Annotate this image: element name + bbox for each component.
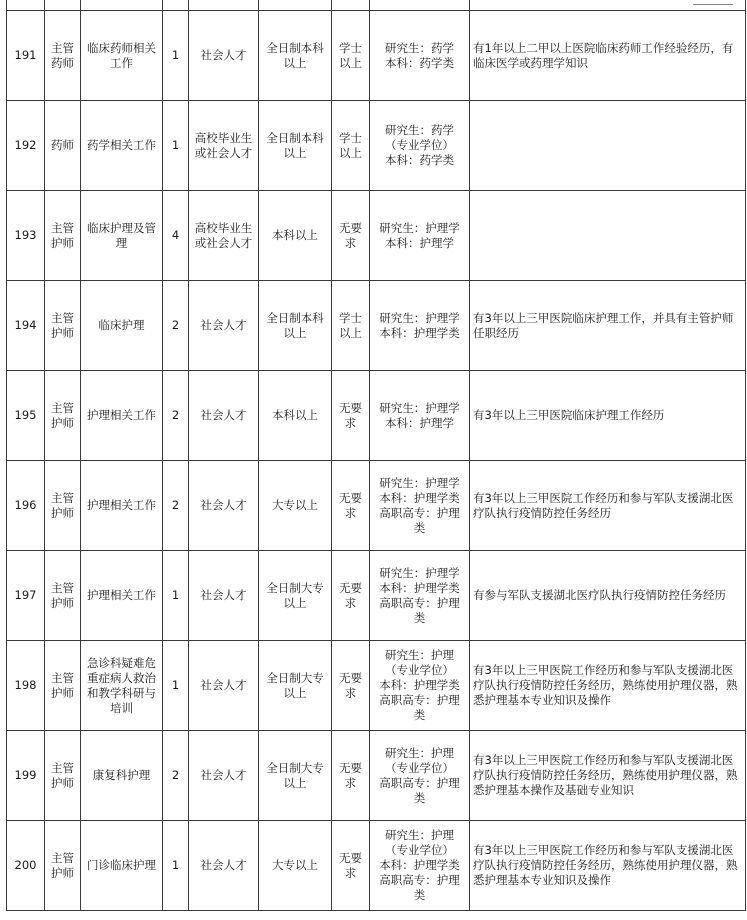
degree-line: 求 bbox=[344, 685, 357, 700]
position-line: 护师 bbox=[51, 505, 74, 520]
job-duty-line: 临床药师相关 bbox=[87, 40, 156, 55]
major-cell bbox=[370, 461, 470, 551]
table-row bbox=[7, 551, 746, 641]
major-line: 高职高专：护理 bbox=[379, 595, 460, 610]
job-duty-cell bbox=[81, 731, 163, 821]
candidate-source-cell bbox=[189, 461, 259, 551]
position-line: 护师 bbox=[51, 865, 74, 880]
job-duty-line: 急诊科疑难危 bbox=[87, 655, 156, 670]
position-cell bbox=[45, 371, 81, 461]
major-cell bbox=[370, 191, 470, 281]
candidate-source-cell bbox=[189, 11, 259, 101]
education-cell bbox=[259, 551, 332, 641]
degree-line: 无要 bbox=[339, 850, 362, 865]
education-cell bbox=[259, 461, 332, 551]
job-duty-line: 临床护理 bbox=[98, 318, 145, 332]
headcount-text: 1 bbox=[171, 588, 180, 602]
position-cell bbox=[45, 821, 81, 911]
row-number-text: 192 bbox=[14, 138, 37, 152]
major-line: （专业学位） bbox=[385, 760, 454, 775]
requirements-cell bbox=[470, 101, 746, 191]
requirements-text: 有3年以上三甲医院工作经历和参与军队支援湖北医疗队执行疫情防控任务经历 bbox=[473, 490, 734, 520]
major-line: 高职高专：护理 bbox=[379, 505, 460, 520]
major-line: 研究生：护理学 bbox=[379, 220, 460, 235]
requirements-cell bbox=[470, 731, 746, 821]
major-line: 本科：护理学类 bbox=[379, 580, 460, 595]
education-line: 以上 bbox=[283, 685, 307, 700]
job-duty-cell bbox=[81, 551, 163, 641]
education-cell bbox=[259, 371, 332, 461]
education-cell bbox=[259, 11, 332, 101]
education-line: 全日制本科 bbox=[266, 130, 324, 145]
major-line: 本科：护理学类 bbox=[379, 325, 460, 340]
headcount-cell bbox=[163, 821, 189, 911]
education-line: 全日制本科 bbox=[266, 310, 324, 325]
major-line: 高职高专：护理 bbox=[379, 693, 460, 707]
degree-line: 以上 bbox=[339, 145, 362, 160]
candidate-source-cell bbox=[189, 371, 259, 461]
headcount-text: 1 bbox=[171, 138, 180, 152]
education-line: 以上 bbox=[283, 145, 307, 160]
job-duty-cell bbox=[81, 281, 163, 371]
major-line: 研究生：药学 bbox=[385, 123, 454, 137]
major-line: 本科：护理学 bbox=[385, 415, 454, 430]
major-line: （专业学位） bbox=[385, 138, 454, 152]
requirements-cell bbox=[470, 641, 746, 731]
position-line: 药师 bbox=[51, 55, 74, 70]
position-line: 护师 bbox=[51, 415, 74, 430]
candidate-source-cell bbox=[189, 731, 259, 821]
job-duty-cell bbox=[81, 821, 163, 911]
position-cell bbox=[45, 191, 81, 281]
degree-line: 学士 bbox=[339, 40, 362, 55]
table-row bbox=[7, 101, 746, 191]
row-number-cell bbox=[7, 641, 45, 731]
education-cell bbox=[259, 821, 332, 911]
job-duty-line: 药学相关工作 bbox=[87, 138, 156, 152]
position-cell bbox=[45, 731, 81, 821]
degree-cell bbox=[332, 101, 370, 191]
headcount-cell bbox=[163, 191, 189, 281]
requirements-cell bbox=[470, 371, 746, 461]
degree-cell bbox=[332, 191, 370, 281]
requirements-text: 有1年以上二甲以上医院临床药师工作经验经历，有临床医学或药理学知识 bbox=[473, 40, 734, 70]
job-duty-cell bbox=[81, 101, 163, 191]
degree-line: 求 bbox=[344, 235, 357, 250]
table-row bbox=[7, 641, 746, 731]
education-line: 以上 bbox=[283, 775, 307, 790]
degree-line: 求 bbox=[344, 415, 357, 430]
requirements-text: 有3年以上三甲医院临床护理工作经历 bbox=[473, 408, 665, 422]
education-line: 以上 bbox=[283, 595, 307, 610]
education-line: 全日制大专 bbox=[266, 580, 324, 595]
degree-line: 无要 bbox=[339, 220, 362, 235]
headcount-text: 2 bbox=[171, 318, 180, 332]
position-line: 主管 bbox=[51, 400, 74, 415]
position-line: 护师 bbox=[51, 595, 74, 610]
job-duty-line: 护理相关工作 bbox=[87, 408, 156, 422]
row-number-cell bbox=[7, 371, 45, 461]
degree-line: 以上 bbox=[339, 55, 362, 70]
degree-line: 学士 bbox=[339, 310, 362, 325]
row-number-cell bbox=[7, 191, 45, 281]
requirements-cell bbox=[470, 821, 746, 911]
education-cell bbox=[259, 731, 332, 821]
degree-cell bbox=[332, 461, 370, 551]
headcount-text: 1 bbox=[171, 858, 180, 872]
headcount-text: 2 bbox=[171, 498, 180, 512]
candidate-source-line: 高校毕业生 bbox=[194, 220, 253, 235]
headcount-cell bbox=[163, 551, 189, 641]
job-duty-line: 门诊临床护理 bbox=[87, 858, 156, 872]
degree-cell bbox=[332, 551, 370, 641]
table-top-strip bbox=[7, 0, 746, 11]
row-number-cell bbox=[7, 551, 45, 641]
requirements-text: 有参与军队支援湖北医疗队执行疫情防控任务经历 bbox=[473, 588, 726, 602]
major-cell bbox=[370, 371, 470, 461]
education-line: 大专以上 bbox=[272, 858, 318, 872]
major-line: 本科：药学类 bbox=[385, 153, 454, 167]
education-line: 全日制本科 bbox=[266, 40, 324, 55]
row-number-text: 195 bbox=[14, 408, 37, 422]
requirements-cell bbox=[470, 461, 746, 551]
job-duty-cell bbox=[81, 191, 163, 281]
row-number-cell bbox=[7, 821, 45, 911]
row-number-text: 197 bbox=[14, 588, 37, 602]
headcount-cell bbox=[163, 731, 189, 821]
headcount-text: 1 bbox=[171, 678, 180, 692]
degree-cell bbox=[332, 281, 370, 371]
major-line: 类 bbox=[413, 708, 426, 722]
job-duty-cell bbox=[81, 461, 163, 551]
candidate-source-cell bbox=[189, 101, 259, 191]
education-line: 以上 bbox=[283, 55, 307, 70]
requirements-cell bbox=[470, 551, 746, 641]
major-line: 研究生：护理 bbox=[385, 828, 454, 842]
requirements-text: 有3年以上三甲医院工作经历和参与军队支援湖北医疗队执行疫情防控任务经历，熟练使用护理仪器，熟悉护理基本操作及基础专业知识 bbox=[473, 753, 738, 797]
position-line: 主管 bbox=[51, 310, 74, 325]
requirements-cell bbox=[470, 281, 746, 371]
candidate-source-cell bbox=[189, 551, 259, 641]
education-cell bbox=[259, 101, 332, 191]
job-duty-line: 工作 bbox=[110, 55, 133, 70]
major-line: 本科：护理学类 bbox=[379, 678, 460, 692]
degree-cell bbox=[332, 11, 370, 101]
position-cell bbox=[45, 11, 81, 101]
row-number-text: 194 bbox=[14, 318, 37, 332]
candidate-source-line: 社会人才 bbox=[200, 768, 247, 782]
position-line: 主管 bbox=[51, 490, 74, 505]
job-duty-line: 重症病人救治 bbox=[87, 670, 156, 685]
candidate-source-line: 社会人才 bbox=[200, 318, 247, 332]
major-cell bbox=[370, 821, 470, 911]
degree-cell bbox=[332, 731, 370, 821]
job-duty-line: 护理相关工作 bbox=[87, 588, 156, 602]
position-line: 主管 bbox=[51, 760, 74, 775]
headcount-cell bbox=[163, 101, 189, 191]
headcount-text: 2 bbox=[171, 408, 180, 422]
position-line: 主管 bbox=[51, 670, 74, 685]
major-line: 研究生：护理学 bbox=[379, 310, 460, 325]
job-duty-cell bbox=[81, 641, 163, 731]
major-line: 研究生：护理学 bbox=[379, 565, 460, 580]
degree-line: 无要 bbox=[339, 490, 362, 505]
position-line: 药师 bbox=[51, 138, 74, 152]
position-cell bbox=[45, 281, 81, 371]
education-line: 以上 bbox=[283, 325, 307, 340]
degree-line: 求 bbox=[344, 775, 357, 790]
position-cell bbox=[45, 461, 81, 551]
row-number-text: 193 bbox=[14, 228, 37, 242]
major-line: 类 bbox=[413, 520, 426, 535]
job-duty-cell bbox=[81, 11, 163, 101]
candidate-source-line: 或社会人才 bbox=[194, 145, 253, 160]
requirements-text: 有3年以上三甲医院工作经历和参与军队支援湖北医疗队执行疫情防控任务经历，熟练使用护理仪器，熟悉护理基本专业知识及操作 bbox=[473, 843, 738, 887]
education-line: 大专以上 bbox=[272, 498, 318, 512]
education-line: 全日制大专 bbox=[266, 670, 324, 685]
position-cell bbox=[45, 641, 81, 731]
job-duty-line: 培训 bbox=[110, 700, 133, 715]
headcount-text: 1 bbox=[171, 48, 180, 62]
requirements-text: 有3年以上三甲医院临床护理工作，并具有主管护师任职经历 bbox=[473, 310, 734, 340]
major-cell bbox=[370, 11, 470, 101]
major-cell bbox=[370, 641, 470, 731]
job-duty-line: 康复科护理 bbox=[92, 768, 151, 782]
row-number-cell bbox=[7, 731, 45, 821]
major-cell bbox=[370, 101, 470, 191]
candidate-source-line: 社会人才 bbox=[200, 678, 247, 692]
requirements-cell bbox=[470, 191, 746, 281]
table-row bbox=[7, 191, 746, 281]
candidate-source-line: 社会人才 bbox=[200, 588, 247, 602]
position-line: 护师 bbox=[51, 685, 74, 700]
degree-line: 求 bbox=[344, 595, 357, 610]
job-duty-cell bbox=[81, 371, 163, 461]
major-line: 研究生：护理学 bbox=[379, 400, 460, 415]
major-line: 研究生：护理 bbox=[385, 648, 454, 662]
recruitment-table bbox=[6, 0, 746, 911]
major-line: 研究生：护理 bbox=[385, 745, 454, 760]
position-cell bbox=[45, 101, 81, 191]
major-line: （专业学位） bbox=[385, 843, 454, 857]
major-cell bbox=[370, 551, 470, 641]
job-duty-line: 理 bbox=[115, 235, 128, 250]
row-number-text: 199 bbox=[14, 768, 37, 782]
row-number-cell bbox=[7, 11, 45, 101]
candidate-source-line: 高校毕业生 bbox=[194, 130, 253, 145]
position-line: 护师 bbox=[51, 235, 74, 250]
education-line: 全日制大专 bbox=[266, 760, 324, 775]
table-row bbox=[7, 461, 746, 551]
education-cell bbox=[259, 281, 332, 371]
row-number-text: 191 bbox=[14, 48, 37, 62]
position-line: 主管 bbox=[51, 220, 74, 235]
major-line: 本科：护理学类 bbox=[379, 490, 460, 505]
candidate-source-cell bbox=[189, 821, 259, 911]
table-row bbox=[7, 281, 746, 371]
position-cell bbox=[45, 551, 81, 641]
candidate-source-line: 或社会人才 bbox=[194, 235, 253, 250]
row-number-cell bbox=[7, 281, 45, 371]
table-row bbox=[7, 821, 746, 911]
requirements-cell bbox=[470, 11, 746, 101]
major-line: 类 bbox=[413, 790, 426, 805]
major-line: 高职高专：护理 bbox=[379, 775, 460, 790]
position-line: 护师 bbox=[51, 325, 74, 340]
candidate-source-line: 社会人才 bbox=[200, 498, 247, 512]
headcount-cell bbox=[163, 461, 189, 551]
major-line: 高职高专：护理 bbox=[379, 873, 460, 887]
table-row bbox=[7, 11, 746, 101]
row-number-text: 196 bbox=[14, 498, 37, 512]
degree-line: 无要 bbox=[339, 400, 362, 415]
major-line: 类 bbox=[413, 888, 426, 902]
position-line: 主管 bbox=[51, 850, 74, 865]
position-line: 护师 bbox=[51, 775, 74, 790]
candidate-source-cell bbox=[189, 281, 259, 371]
candidate-source-line: 社会人才 bbox=[200, 48, 247, 62]
major-line: （专业学位） bbox=[385, 663, 454, 677]
degree-line: 无要 bbox=[339, 580, 362, 595]
job-duty-line: 护理相关工作 bbox=[87, 498, 156, 512]
major-line: 本科：护理学类 bbox=[379, 858, 460, 872]
candidate-source-cell bbox=[189, 191, 259, 281]
degree-cell bbox=[332, 641, 370, 731]
degree-line: 无要 bbox=[339, 760, 362, 775]
headcount-cell bbox=[163, 11, 189, 101]
headcount-cell bbox=[163, 371, 189, 461]
row-number-cell bbox=[7, 101, 45, 191]
row-number-text: 198 bbox=[14, 678, 37, 692]
headcount-text: 2 bbox=[171, 768, 180, 782]
education-cell bbox=[259, 641, 332, 731]
table-row bbox=[7, 731, 746, 821]
degree-line: 以上 bbox=[339, 325, 362, 340]
major-line: 本科：护理学 bbox=[385, 235, 454, 250]
candidate-source-cell bbox=[189, 641, 259, 731]
education-cell bbox=[259, 191, 332, 281]
headcount-cell bbox=[163, 641, 189, 731]
table-row bbox=[7, 371, 746, 461]
headcount-cell bbox=[163, 281, 189, 371]
major-cell bbox=[370, 281, 470, 371]
headcount-text: 4 bbox=[171, 228, 180, 242]
degree-line: 求 bbox=[344, 505, 357, 520]
degree-line: 无要 bbox=[339, 670, 362, 685]
degree-line: 求 bbox=[344, 865, 357, 880]
candidate-source-line: 社会人才 bbox=[200, 408, 247, 422]
position-line: 主管 bbox=[51, 40, 74, 55]
degree-cell bbox=[332, 821, 370, 911]
major-cell bbox=[370, 731, 470, 821]
major-line: 本科：药学类 bbox=[385, 55, 454, 70]
major-line: 研究生：药学 bbox=[385, 40, 454, 55]
row-number-text: 200 bbox=[14, 858, 37, 872]
job-duty-line: 临床护理及管 bbox=[87, 220, 156, 235]
row-number-cell bbox=[7, 461, 45, 551]
job-duty-line: 和教学科研与 bbox=[87, 685, 156, 700]
education-line: 本科以上 bbox=[272, 228, 318, 242]
requirements-text: 有3年以上三甲医院工作经历和参与军队支援湖北医疗队执行疫情防控任务经历，熟练使用护理仪器，熟悉护理基本专业知识及操作 bbox=[473, 663, 738, 707]
candidate-source-line: 社会人才 bbox=[200, 858, 247, 872]
major-line: 类 bbox=[413, 610, 426, 625]
degree-cell bbox=[332, 371, 370, 461]
degree-line: 学士 bbox=[339, 130, 362, 145]
position-line: 主管 bbox=[51, 580, 74, 595]
major-line: 研究生：护理学 bbox=[379, 475, 460, 490]
recruitment-table-sheet bbox=[6, 0, 745, 920]
education-line: 本科以上 bbox=[272, 408, 318, 422]
